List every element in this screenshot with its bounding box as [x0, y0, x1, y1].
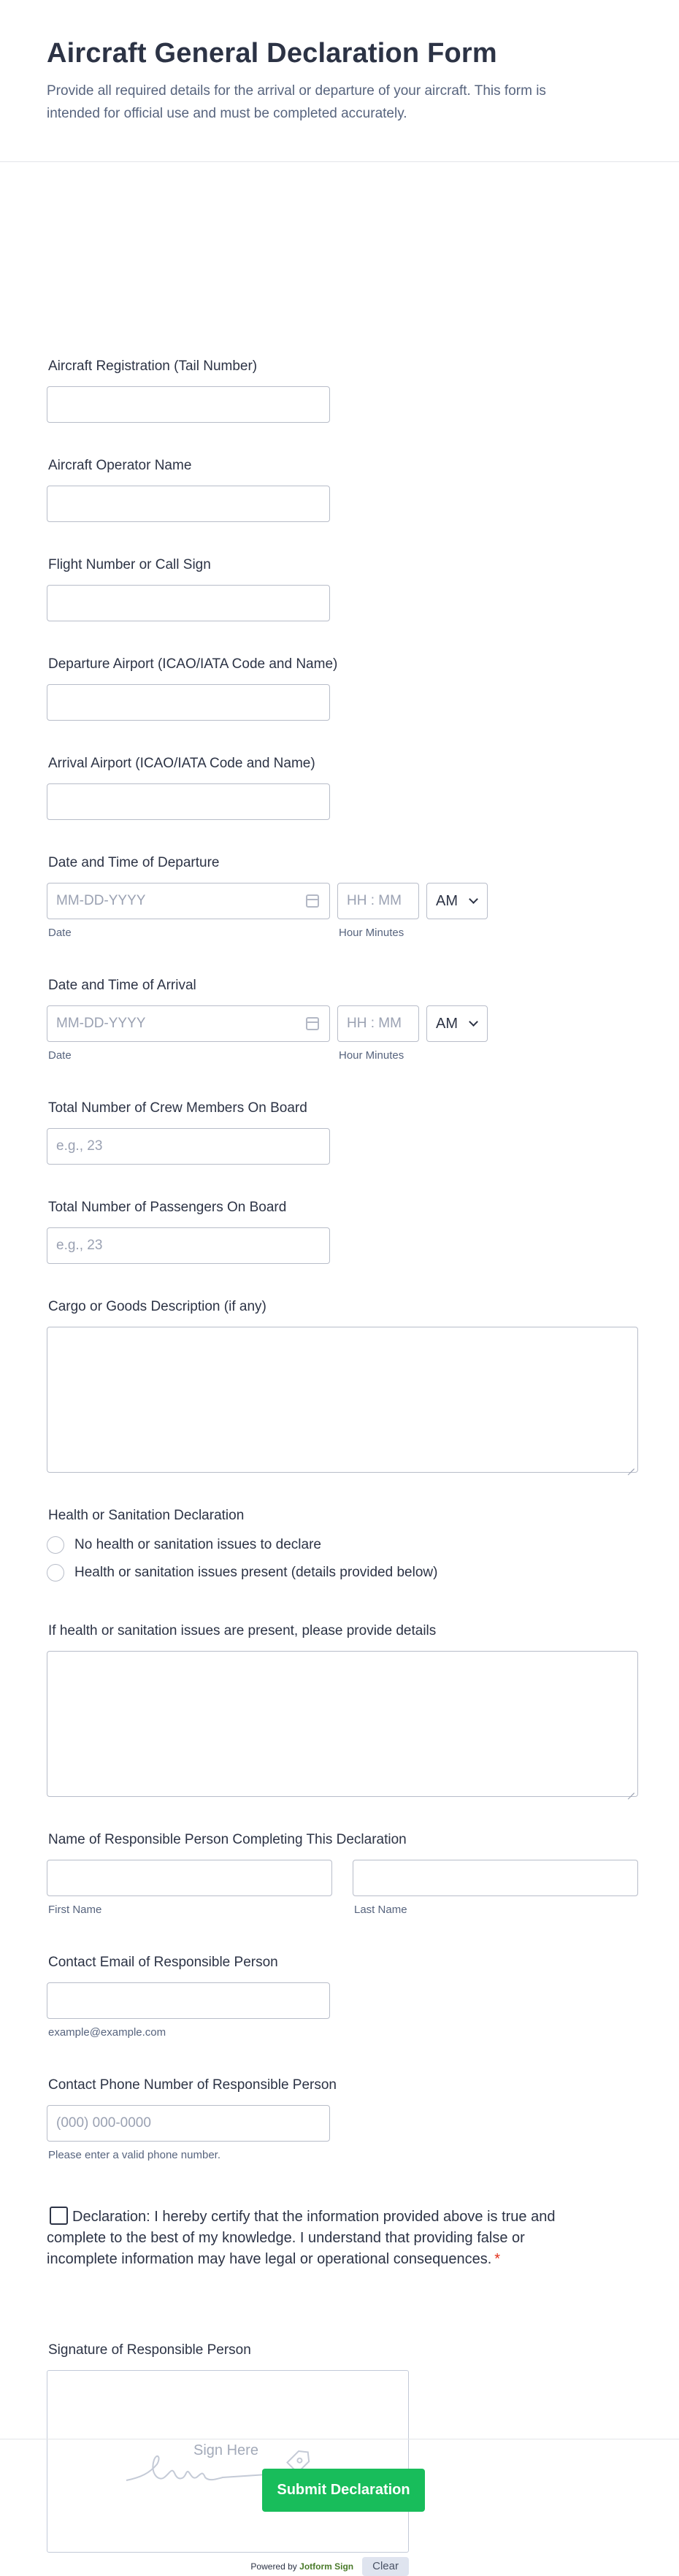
arrival-datetime-label: Date and Time of Arrival	[48, 978, 196, 993]
form-title: Aircraft General Declaration Form	[47, 38, 497, 69]
form-description: Provide all required details for the arrival or departure of your aircraft. This form is intended for official use and must be completed accurately.	[47, 83, 546, 121]
first-name-sublabel: First Name	[48, 1904, 102, 1916]
calendar-icon[interactable]	[306, 894, 319, 908]
passengers-label: Total Number of Passengers On Board	[48, 1200, 287, 1215]
clear-signature-button[interactable]: Clear	[362, 2557, 409, 2576]
arrival-time-input[interactable]: HH : MM	[337, 1005, 419, 1042]
email-field	[47, 1955, 638, 2039]
health-option-label: Health or sanitation issues present (details provided below)	[74, 1565, 438, 1580]
health-field	[47, 1508, 638, 1587]
arrival-time-sublabel: Hour Minutes	[339, 1049, 404, 1062]
passengers-input[interactable]: e.g., 23	[47, 1227, 330, 1264]
required-marker: *	[494, 2251, 501, 2267]
health-option-label: No health or sanitation issues to declare	[74, 1537, 321, 1552]
arrival-ampm-select[interactable]	[426, 1005, 488, 1042]
calendar-icon[interactable]	[306, 1017, 319, 1030]
declaration-checkbox-block	[47, 2207, 587, 2270]
form-header	[0, 0, 679, 162]
arrival-date-input[interactable]	[47, 1005, 330, 1042]
departure-time-input[interactable]: HH : MM	[337, 883, 419, 919]
departure-ampm-select[interactable]	[426, 883, 488, 919]
health-details-field	[47, 1623, 638, 1797]
phone-label: Contact Phone Number of Responsible Person	[48, 2077, 337, 2093]
declaration-checkbox[interactable]	[50, 2207, 68, 2225]
responsible-name-label: Name of Responsible Person Completing This Declaration	[48, 1832, 407, 1847]
cargo-textarea[interactable]	[47, 1327, 638, 1473]
form-footer	[0, 2439, 679, 2549]
departure-date-input[interactable]	[47, 883, 330, 919]
operator-label: Aircraft Operator Name	[48, 458, 192, 473]
registration-field	[47, 359, 638, 423]
powered-by-prefix: Powered by	[250, 2561, 297, 2572]
phone-input[interactable]: (000) 000-0000	[47, 2105, 330, 2142]
flight-number-input[interactable]	[47, 585, 330, 621]
crew-field	[47, 1100, 638, 1165]
powered-by-brand: Jotform Sign	[299, 2561, 354, 2572]
cargo-field	[47, 1299, 638, 1473]
operator-input[interactable]	[47, 486, 330, 522]
email-label: Contact Email of Responsible Person	[48, 1955, 278, 1970]
arrival-airport-label: Arrival Airport (ICAO/IATA Code and Name)	[48, 756, 315, 771]
submit-button[interactable]: Submit Declaration	[262, 2469, 425, 2512]
declaration-text: Declaration: I hereby certify that the information provided above is true and complete to the best of my knowledge. I understand that providing false or incomplete information may have legal or operational consequences.	[47, 2209, 556, 2267]
email-sublabel: example@example.com	[48, 2026, 166, 2039]
last-name-input[interactable]	[353, 1860, 638, 1896]
signature-hint: Sign Here	[193, 2442, 258, 2458]
flight-number-field	[47, 557, 638, 621]
first-name-input[interactable]	[47, 1860, 332, 1896]
health-option-present[interactable]	[47, 1559, 638, 1587]
arrival-airport-field	[47, 756, 638, 820]
arrival-date-placeholder: MM-DD-YYYY	[56, 1016, 146, 1031]
registration-label: Aircraft Registration (Tail Number)	[48, 359, 258, 374]
crew-label: Total Number of Crew Members On Board	[48, 1100, 307, 1116]
departure-datetime-field	[47, 855, 638, 939]
departure-airport-field	[47, 656, 638, 721]
last-name-sublabel: Last Name	[354, 1904, 407, 1916]
radio-button[interactable]	[47, 1536, 64, 1554]
radio-button[interactable]	[47, 1564, 64, 1582]
responsible-name-field	[47, 1832, 638, 1916]
arrival-ampm-value: AM	[436, 1016, 458, 1032]
health-details-label: If health or sanitation issues are present, please provide details	[48, 1623, 437, 1638]
departure-airport-input[interactable]	[47, 684, 330, 721]
departure-time-sublabel: Hour Minutes	[339, 927, 404, 939]
health-details-textarea[interactable]	[47, 1651, 638, 1797]
cargo-label: Cargo or Goods Description (if any)	[48, 1299, 266, 1314]
flight-number-label: Flight Number or Call Sign	[48, 557, 211, 572]
passengers-field	[47, 1200, 638, 1264]
phone-field	[47, 2077, 638, 2161]
crew-input[interactable]: e.g., 23	[47, 1128, 330, 1165]
resize-handle[interactable]	[627, 1462, 634, 1469]
phone-sublabel: Please enter a valid phone number.	[48, 2149, 220, 2161]
health-option-none[interactable]	[47, 1531, 638, 1559]
resize-handle[interactable]	[627, 1786, 634, 1793]
departure-ampm-value: AM	[436, 893, 458, 909]
operator-field	[47, 458, 638, 522]
powered-by	[250, 2561, 353, 2572]
chevron-down-icon	[469, 894, 478, 904]
signature-label: Signature of Responsible Person	[48, 2342, 251, 2358]
arrival-airport-input[interactable]	[47, 783, 330, 820]
health-label: Health or Sanitation Declaration	[48, 1508, 245, 1523]
arrival-datetime-field	[47, 978, 638, 1062]
chevron-down-icon	[469, 1017, 478, 1027]
registration-input[interactable]	[47, 386, 330, 423]
departure-date-placeholder: MM-DD-YYYY	[56, 893, 146, 908]
departure-airport-label: Departure Airport (ICAO/IATA Code and Name)	[48, 656, 338, 672]
departure-date-sublabel: Date	[48, 927, 72, 939]
arrival-date-sublabel: Date	[48, 1049, 72, 1062]
departure-datetime-label: Date and Time of Departure	[48, 855, 220, 870]
email-input[interactable]	[47, 1982, 330, 2019]
